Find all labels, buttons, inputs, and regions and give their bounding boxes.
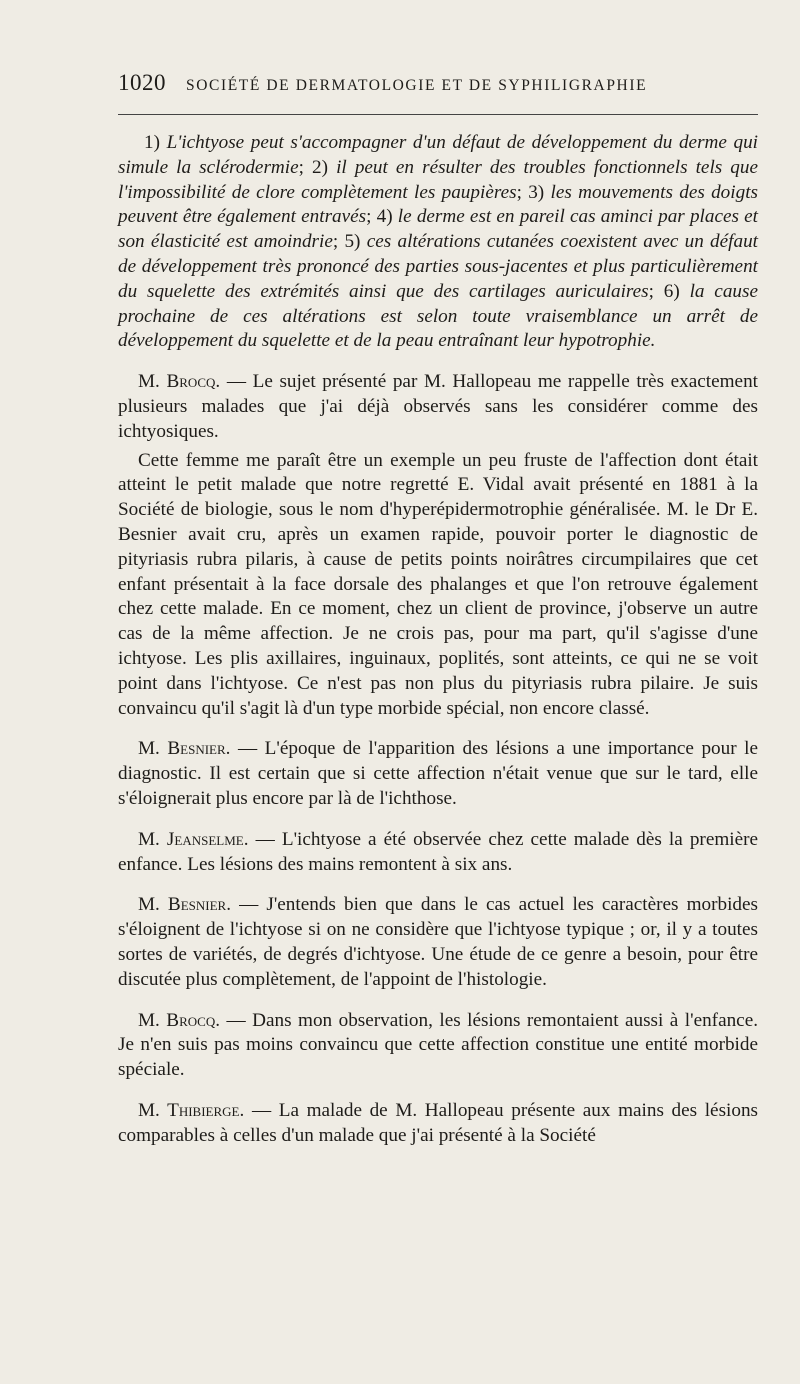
conclusions-paragraph [118, 131, 758, 354]
speaker-name: M. Brocq. [138, 371, 221, 393]
speaker-name: M. Besnier. [138, 738, 231, 760]
running-title: SOCIÉTÉ DE DERMATOLOGIE ET DE SYPHILIGRAPHIE [186, 77, 648, 94]
intervention-continuation: Cette femme me paraît être un exemple un peu fruste de l'affection dont était atteint le petit malade que notre regretté E. Vidal avait présenté en 1881 à la Société de biologie, sous le nom d'hyperépidermotrophie généralisée. M. le Dr E. Besnier avait cru, après un examen rapide, pouvoir porter le diagnostic de pityriasis rubra pilaris, à cause de petits points noirâtres circumpilaires que cet enfant présentait à la face dorsale des phalanges et que l'on retrouve également chez cette malade. En ce moment, chez un client de province, j'observe un autre cas de la même affection. Je ne crois pas, pour ma part, qu'il s'agisse d'une ichtyose. Les plis axillaires, inguinaux, poplités, sont atteints, ce qui ne se voit point dans l'ichtyose. Ce n'est pas non plus du pityriasis rubra pilaire. Je suis convaincu qu'il s'agit là d'un type morbide spécial, non encore classé. [118, 449, 758, 719]
intervention-text: — Le sujet présenté par M. Hallopeau me rappelle très exactement plusieurs malades que j'ai déjà observés sans les considérer comme des ichtyosiques. [118, 371, 759, 442]
intervention-paragraph [118, 828, 758, 878]
conclusion-number-6: ; 6) [648, 280, 680, 302]
intervention-text: — Dans mon observation, les lésions remontaient aussi à l'enfance. Je n'en suis pas moins convaincu que cette affection constitue une entité morbide spéciale. [118, 1009, 759, 1081]
conclusion-6: la cause prochaine de ces altérations est selon toute vraisemblance un arrêt de développement du squelette et de la peau entraînant leur hypotrophie. [118, 280, 758, 352]
conclusion-number-2: ; 2) [298, 156, 329, 178]
conclusion-1: L'ichtyose peut s'accompagner d'un défaut de développement du derme qui simule la sclérodermie [118, 132, 758, 178]
speaker-name: M. Thibierge. [138, 1099, 245, 1121]
running-header [118, 70, 758, 96]
body-text [118, 131, 758, 1148]
intervention-text: — L'ichtyose a été observée chez cette malade dès la première enfance. Les lésions des mains remontent à six ans. [118, 828, 759, 875]
header-rule [118, 114, 758, 115]
speaker-name: M. Jeanselme. [138, 828, 249, 850]
conclusion-number-3: ; 3) [516, 181, 545, 203]
conclusion-number-5: ; 5) [332, 231, 361, 253]
conclusion-4: le derme est en pareil cas aminci par places et son élasticité est amoindrie [118, 206, 758, 253]
intervention-paragraph [118, 1099, 758, 1149]
conclusion-5: ces altérations cutanées coexistent avec un défaut de développement très prononcé des parties sous-jacentes et plus particulièrement du squelette des extrémités ainsi que des cartilages auriculaires [118, 231, 759, 302]
speaker-name: M. Besnier. [138, 894, 232, 916]
intervention-text: — La malade de M. Hallopeau présente aux mains des lésions comparables à celles d'un malade que j'ai présenté à la Société [118, 1099, 759, 1146]
page-number: 1020 [118, 70, 166, 95]
intervention-paragraph [118, 737, 758, 811]
conclusion-3: les mouvements des doigts peuvent être également entravés [118, 181, 758, 228]
conclusion-number-1: 1) [144, 132, 160, 153]
intervention-text: — L'époque de l'apparition des lésions a une importance pour le diagnostic. Il est certain que si cette affection n'était venue que sur le tard, elle s'éloignerait plus encore par là de l'ichthose. [118, 738, 758, 809]
intervention-text: — J'entends bien que dans le cas actuel les caractères morbides s'éloignent de l'ichtyose si on ne considère que l'ichtyose typique ; or, il y a toutes sortes de variétés, de degrés d'ichtyose. Une étude de ce genre a besoin, pour être discutée plus complètement, de l'appoint de l'histologie. [118, 894, 759, 990]
intervention-paragraph [118, 893, 758, 992]
conclusion-number-4: ; 4) [366, 206, 393, 228]
intervention-paragraph [118, 370, 758, 444]
conclusion-2: il peut en résulter des troubles fonctionnels tels que l'impossibilité de clore complètement les paupières [118, 156, 759, 203]
speaker-name: M. Brocq. [138, 1009, 221, 1031]
intervention-paragraph [118, 1009, 758, 1083]
